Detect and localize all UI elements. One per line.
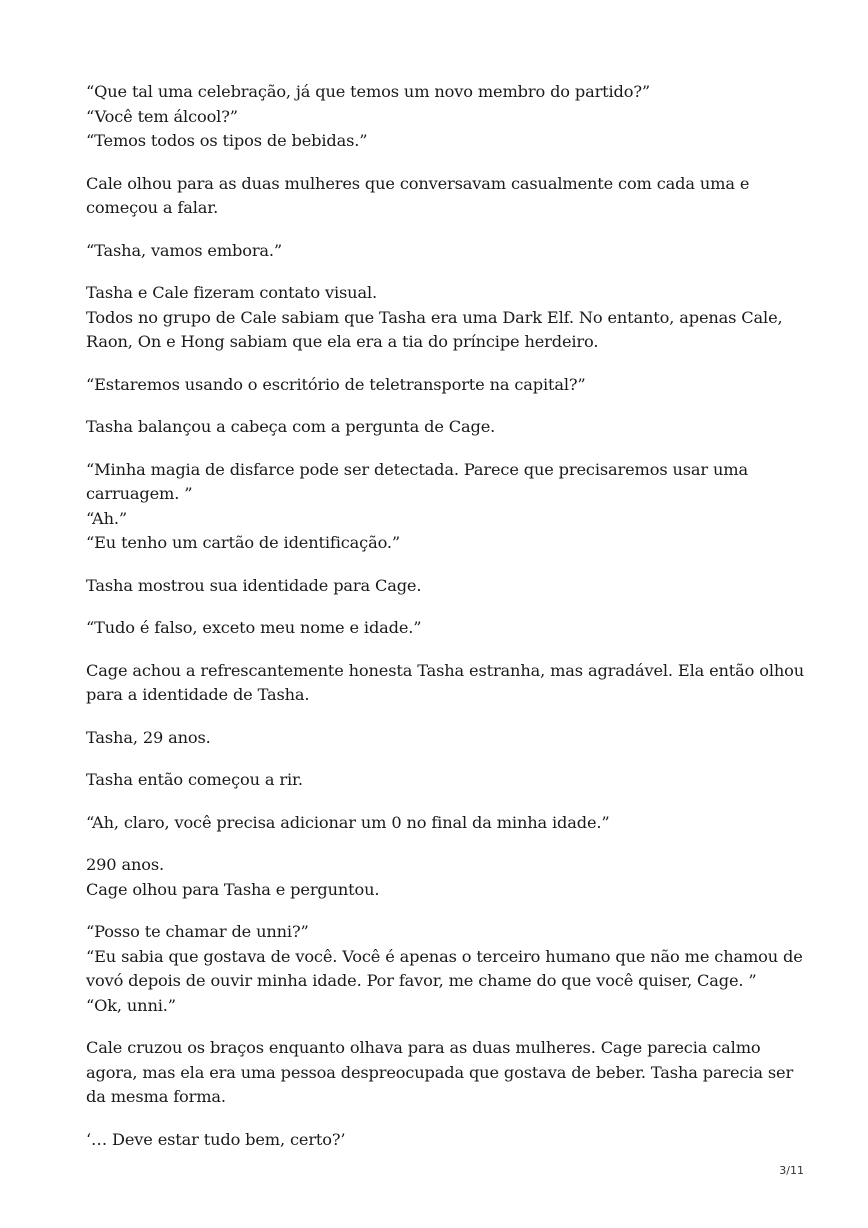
text-line: “Eu tenho um cartão de identificação.” bbox=[86, 533, 401, 552]
paragraph bbox=[86, 458, 786, 556]
document-body bbox=[86, 80, 805, 1170]
text-line: Cale cruzou os braços enquanto olhava para as duas mulheres. Cage parecia calmo bbox=[86, 1038, 761, 1057]
text-line: Tasha balançou a cabeça com a pergunta de Cage. bbox=[86, 417, 496, 436]
text-line: da mesma forma. bbox=[86, 1087, 226, 1106]
paragraph bbox=[86, 920, 803, 1018]
text-line: Tasha e Cale fizeram contato visual. bbox=[86, 283, 377, 302]
text-line: agora, mas ela era uma pessoa despreocupada que gostava de beber. Tasha parecia ser bbox=[86, 1062, 794, 1082]
text-line: carruagem. ” bbox=[86, 484, 193, 503]
paragraph bbox=[86, 281, 786, 355]
paragraph bbox=[86, 239, 786, 264]
paragraph bbox=[86, 574, 786, 599]
paragraph bbox=[86, 80, 786, 154]
text-line: “Ok, unni.” bbox=[86, 995, 176, 1015]
paragraph bbox=[86, 811, 786, 836]
text-line: 290 anos. bbox=[86, 855, 164, 874]
text-line: Todos no grupo de Cale sabiam que Tasha era uma Dark Elf. No entanto, apenas Cale, bbox=[86, 307, 783, 327]
text-line: ‘… Deve estar tudo bem, certo?’ bbox=[86, 1129, 346, 1149]
paragraph bbox=[86, 1036, 794, 1110]
text-line: “Você tem álcool?” bbox=[86, 106, 238, 126]
paragraph bbox=[86, 415, 786, 440]
paragraph bbox=[86, 373, 786, 398]
text-line: “Tudo é falso, exceto meu nome e idade.” bbox=[86, 618, 422, 637]
text-line: “Estaremos usando o escritório de teletransporte na capital?” bbox=[86, 374, 586, 394]
paragraph bbox=[86, 172, 786, 221]
paragraph bbox=[86, 768, 786, 793]
text-line: vovó depois de ouvir minha idade. Por favor, me chame do que você quiser, Cage. ” bbox=[86, 971, 757, 990]
text-line: “Eu sabia que gostava de você. Você é apenas o terceiro humano que não me chamou de bbox=[86, 946, 803, 966]
paragraph bbox=[86, 616, 786, 641]
paragraph bbox=[86, 659, 805, 708]
text-line: “Minha magia de disfarce pode ser detectada. Parece que precisaremos usar uma bbox=[86, 459, 748, 479]
page-number: 3/11 bbox=[779, 1164, 804, 1177]
text-line: “Ah.” bbox=[86, 508, 127, 528]
text-line: Cage achou a refrescantemente honesta Tasha estranha, mas agradável. Ela então olhou bbox=[86, 660, 805, 680]
text-line: “Posso te chamar de unni?” bbox=[86, 922, 309, 941]
paragraph bbox=[86, 853, 786, 902]
text-line: “Temos todos os tipos de bebidas.” bbox=[86, 131, 368, 150]
text-line: Tasha mostrou sua identidade para Cage. bbox=[86, 575, 422, 595]
paragraph bbox=[86, 1128, 786, 1153]
text-line: Tasha então começou a rir. bbox=[86, 770, 303, 789]
text-line: “Tasha, vamos embora.” bbox=[86, 240, 283, 260]
text-line: Cage olhou para Tasha e perguntou. bbox=[86, 879, 380, 899]
text-line: Cale olhou para as duas mulheres que conversavam casualmente com cada uma e bbox=[86, 173, 750, 193]
text-line: Tasha, 29 anos. bbox=[86, 727, 211, 747]
paragraph bbox=[86, 726, 786, 751]
text-line: Raon, On e Hong sabiam que ela era a tia do príncipe herdeiro. bbox=[86, 332, 599, 351]
text-line: “Que tal uma celebração, já que temos um novo membro do partido?” bbox=[86, 82, 651, 101]
text-line: para a identidade de Tasha. bbox=[86, 685, 310, 704]
text-line: “Ah, claro, você precisa adicionar um 0 no final da minha idade.” bbox=[86, 812, 610, 832]
text-line: começou a falar. bbox=[86, 198, 219, 217]
